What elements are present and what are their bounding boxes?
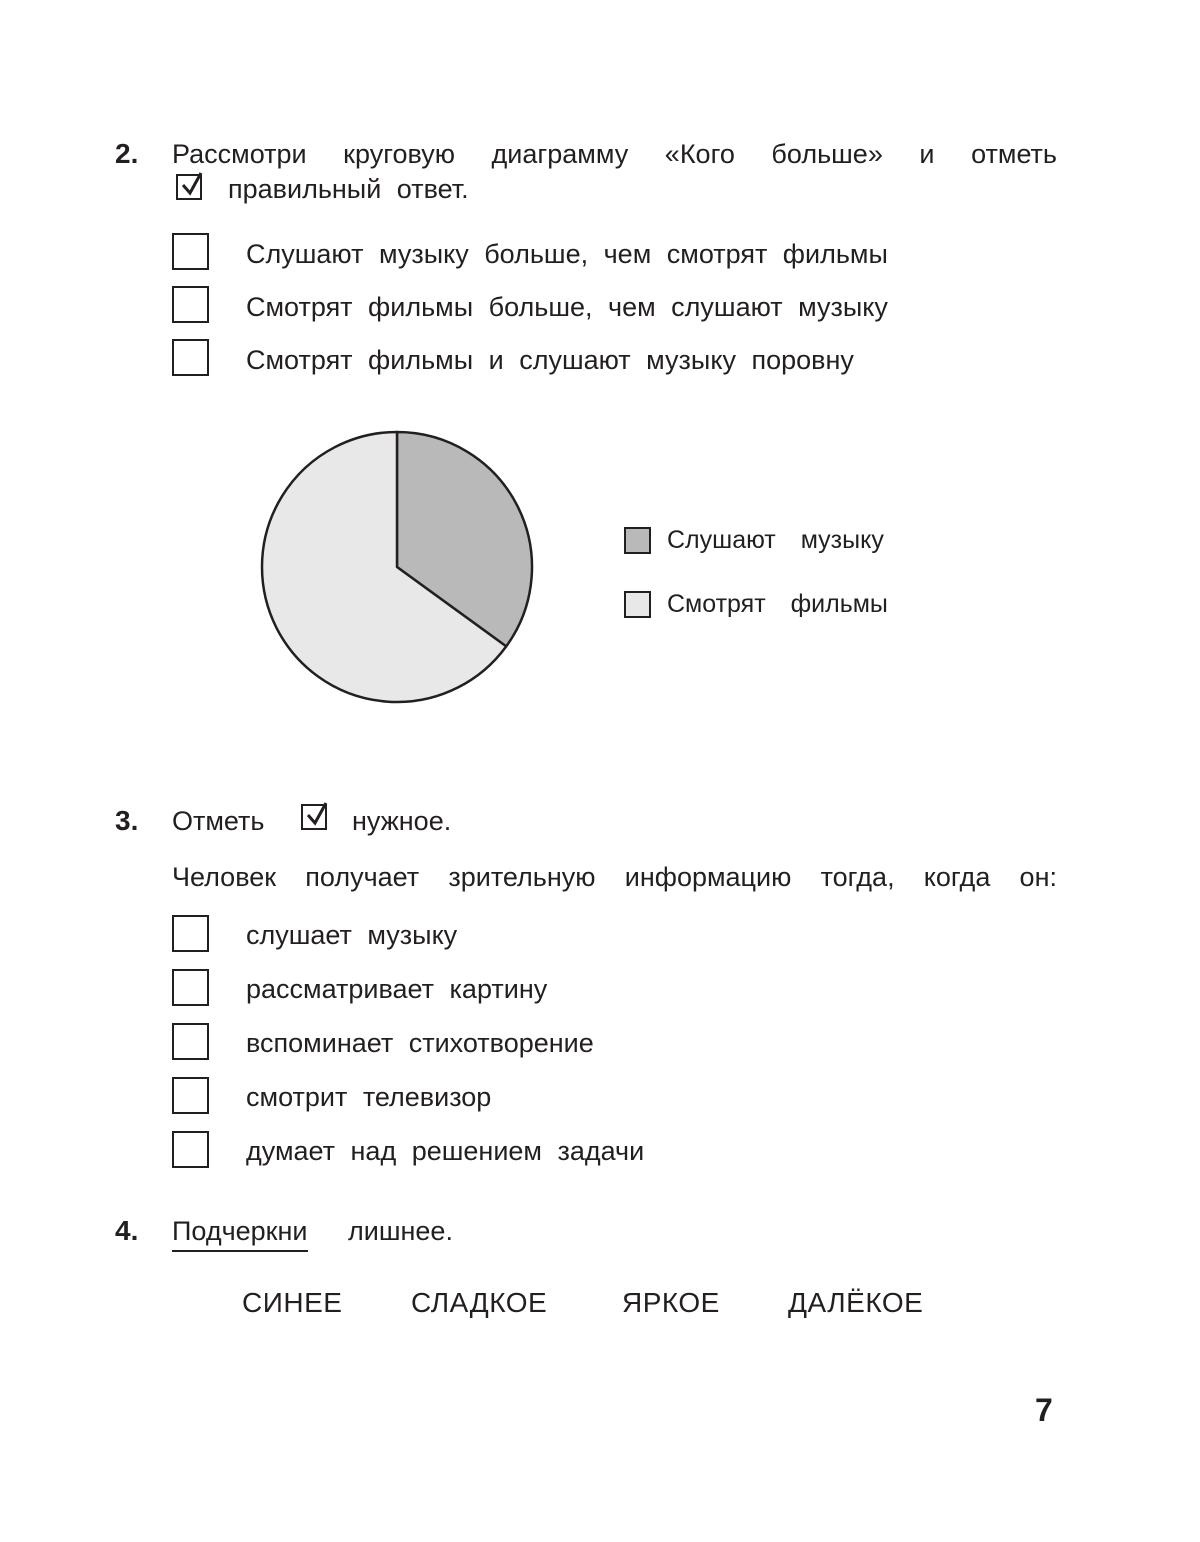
option-checkbox[interactable] [172, 1077, 209, 1114]
option-label: рассматривает картину [246, 974, 548, 1004]
task-2-number: 2. [115, 138, 139, 169]
task-2-question: Рассмотри круговую диаграмму «Кого больше» и отметь [172, 139, 1057, 169]
legend-swatch-films [624, 591, 651, 618]
word-option[interactable]: ДАЛЁКОЕ [788, 1287, 924, 1318]
option-label: Слушают музыку больше, чем смотрят фильмы [246, 239, 888, 269]
task-4-instruction-underlined: Подчеркни [172, 1214, 308, 1252]
task-4-instruction: лишнее. [348, 1216, 453, 1246]
option-checkbox[interactable] [172, 233, 209, 270]
option-label: слушает музыку [246, 920, 458, 950]
option-checkbox[interactable] [172, 1023, 209, 1060]
option-checkbox[interactable] [172, 1131, 209, 1168]
task-3-instruction: Отметь [172, 806, 265, 836]
task-4-number: 4. [115, 1215, 139, 1246]
option-checkbox[interactable] [172, 286, 209, 323]
option-checkbox[interactable] [172, 969, 209, 1006]
checkmark-icon [301, 804, 327, 830]
option-label: думает над решением задачи [246, 1136, 645, 1166]
task-3-sentence: Человек получает зрительную информацию тогда, когда он: [172, 862, 1057, 892]
option-label: вспоминает стихотворение [246, 1028, 594, 1058]
pie-chart [250, 420, 550, 720]
task-2-question-cont: правильный ответ. [228, 174, 469, 204]
option-checkbox[interactable] [172, 915, 209, 952]
page-number: 7 [1035, 1392, 1053, 1428]
legend-label-films: Смотрят фильмы [667, 590, 888, 618]
task-3-instruction-cont: нужное. [352, 806, 452, 836]
option-label: Смотрят фильмы больше, чем слушают музыку [246, 292, 888, 322]
option-label: смотрит телевизор [246, 1082, 492, 1112]
task-3-number: 3. [115, 805, 139, 836]
option-label: Смотрят фильмы и слушают музыку поровну [246, 345, 854, 375]
legend-label-music: Слушают музыку [667, 526, 884, 554]
word-option[interactable]: СИНЕЕ [242, 1287, 343, 1318]
checkmark-icon [176, 174, 202, 200]
option-checkbox[interactable] [172, 339, 209, 376]
word-option[interactable]: ЯРКОЕ [622, 1287, 720, 1318]
word-option[interactable]: СЛАДКОЕ [411, 1287, 548, 1318]
legend-swatch-music [624, 527, 651, 554]
